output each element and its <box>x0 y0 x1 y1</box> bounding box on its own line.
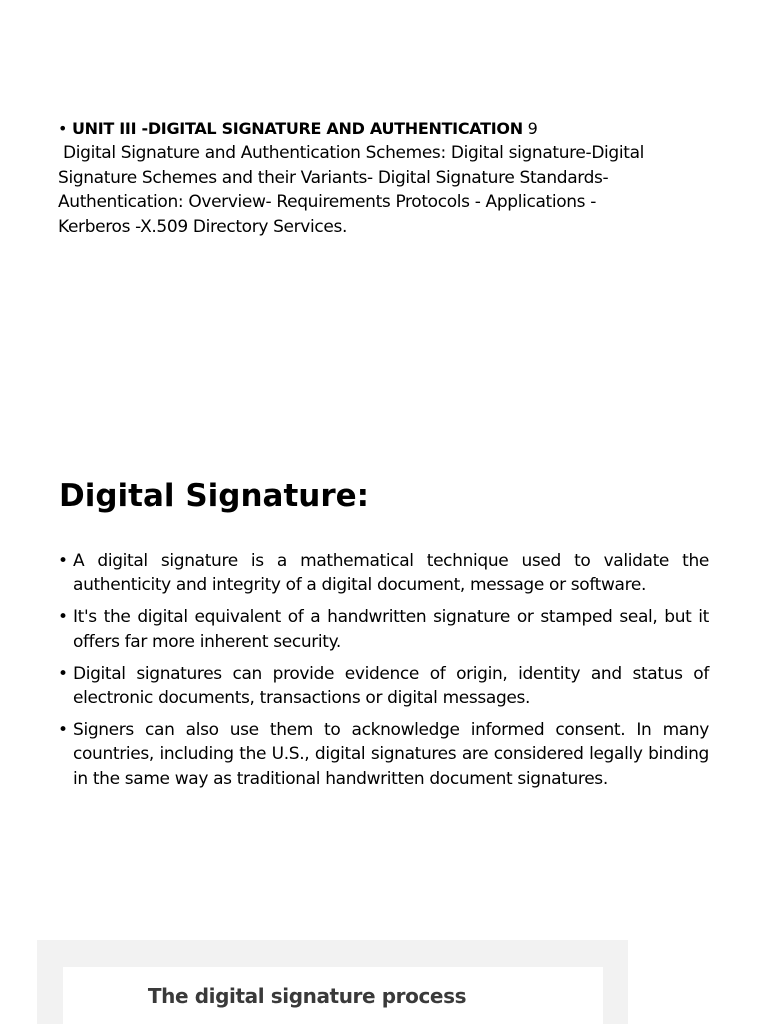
syllabus-block <box>58 117 718 239</box>
list-item <box>58 549 709 597</box>
figure-panel <box>37 940 628 1024</box>
description-line: Signature Schemes and their Variants- Digital Signature Standards- <box>58 167 609 188</box>
figure-title: The digital signature process <box>147 984 467 1008</box>
unit-description <box>58 141 718 239</box>
bullet: • <box>58 607 68 628</box>
section-heading: Digital Signature: <box>59 478 370 514</box>
list-item-text: Signers can also use them to acknowledge informed consent. In many countries, including the U.S., digital signatures are considered legally binding in the same way as traditional handwritten document signatures. <box>73 720 709 789</box>
list-item <box>58 605 709 653</box>
list-item <box>58 662 709 710</box>
bullet: • <box>58 663 68 684</box>
description-line: Kerberos -X.509 Directory Services. <box>58 216 348 237</box>
bullet: • <box>58 551 68 571</box>
description-line: Authentication: Overview- Requirements Protocols - Applications - <box>58 192 597 212</box>
description-line: Digital Signature and Authentication Schemes: Digital signature-Digital <box>58 143 645 163</box>
bullet: • <box>58 720 68 741</box>
unit-title: UNIT III -DIGITAL SIGNATURE AND AUTHENTICATION <box>71 119 523 138</box>
list-item <box>58 718 709 791</box>
list-item-text: A digital signature is a mathematical technique used to validate the authenticity and integrity of a digital document, message or software. <box>73 551 709 596</box>
list-item-text: It's the digital equivalent of a handwritten signature or stamped seal, but it offers far more inherent security. <box>73 607 709 652</box>
bullet: • <box>58 119 68 138</box>
list-item-text: Digital signatures can provide evidence of origin, identity and status of electronic documents, transactions or digital messages. <box>73 663 709 709</box>
unit-hours: 9 <box>527 119 538 138</box>
unit-heading <box>58 117 718 141</box>
bullet-list <box>58 549 709 799</box>
